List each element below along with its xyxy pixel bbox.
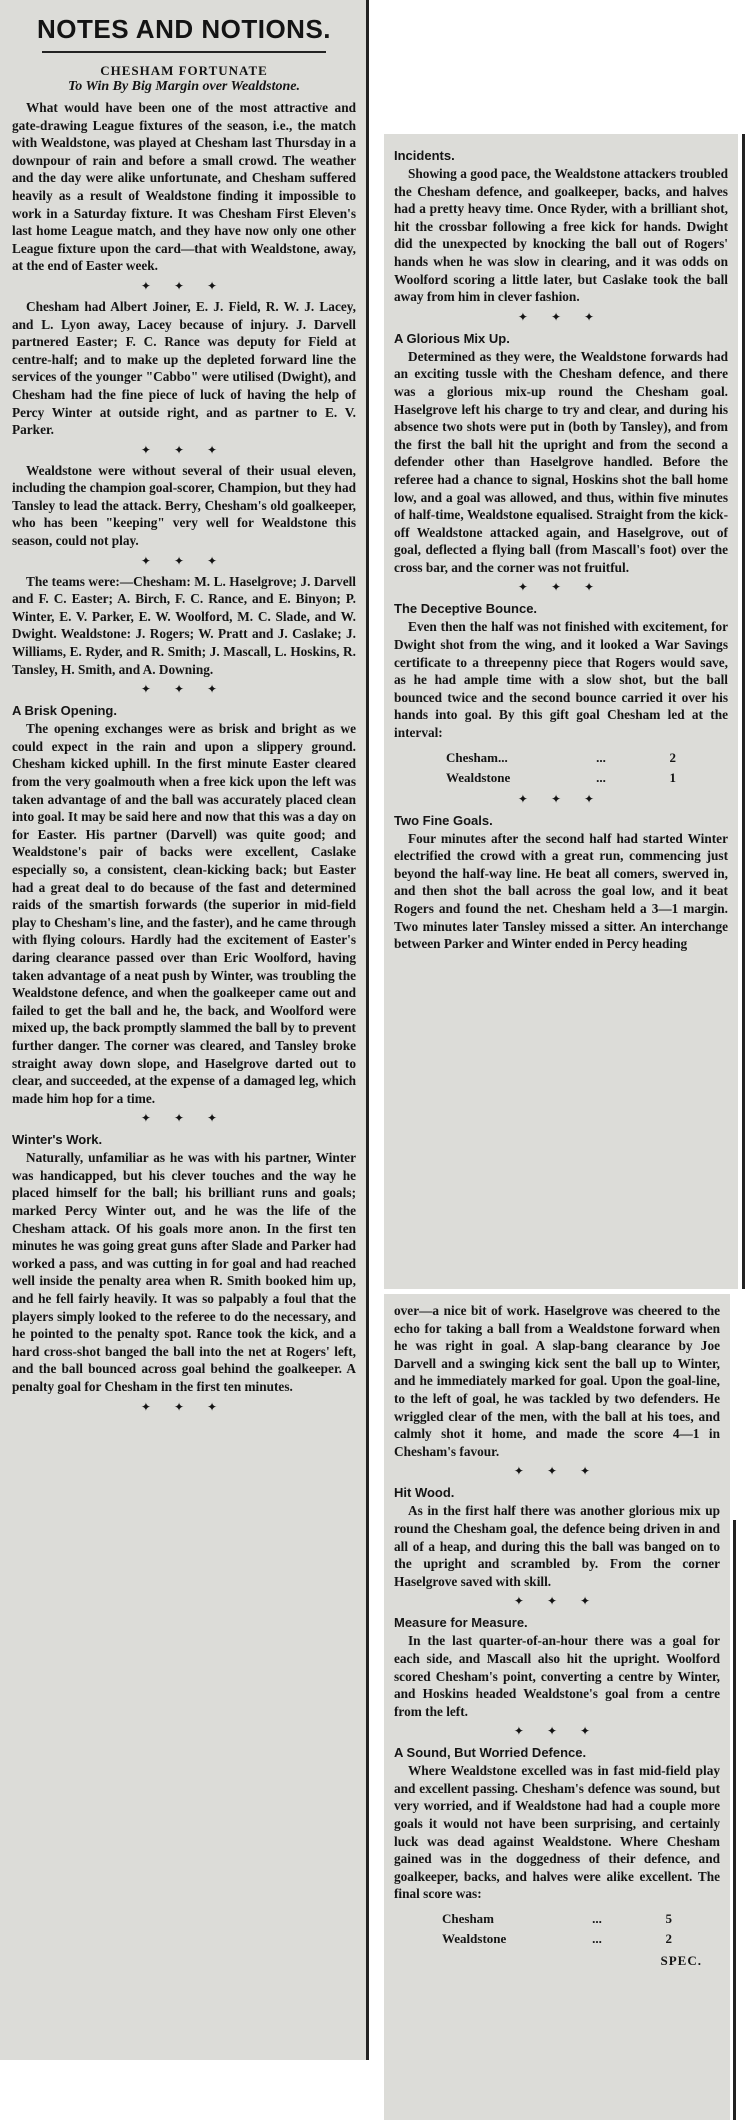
score-row <box>442 1909 672 1929</box>
ornament-divider: ✦ ✦ ✦ <box>517 580 605 595</box>
paragraph: Chesham had Albert Joiner, E. J. Field, R. W. J. Lacey, and L. Lyon away, Lacey because of injury. J. Darvell partnered Easter; F. C. Rance was deputy for Field at centre-half; and to make up the depleted forward line the services of the younger "Cabbo" were utilised (Dwight), and Chesham had the fine piece of luck of having the help of Percy Winter at outside right, and as partner to E. V. Parker. <box>12 298 356 438</box>
section-heading: Measure for Measure. <box>394 1615 528 1631</box>
paragraph: Even then the half was not finished with excitement, for Dwight shot from the wing, and it looked a War Savings certificate to a threepenny piece that Rogers would save, as he had ample time with a slow shot, but the ball bounced twice and the second bounce carried it over his hands into goal. By this gift goal Chesham led at the interval: <box>394 619 728 741</box>
final-score-table <box>442 1909 672 1949</box>
score-team: Wealdstone <box>442 1931 507 1947</box>
section-heading: Winter's Work. <box>12 1132 103 1148</box>
section-heading: A Sound, But Worried Defence. <box>394 1745 587 1761</box>
paragraph: over—a nice bit of work. Haselgrove was cheered to the echo for taking a ball from a Wealdstone forward when he was right in goal. A slap-bang clearance by Joe Darvell and a swinging kick sent the ball up to Winter, and he immediately marked for goal. Upon the goal-line, to the left of goal, he was tackled by two defenders. He wriggled clear of the men, with the ball at his toes, and calmly shot it home, and made the score 4—1 in Chesham's favour. <box>394 1303 720 1459</box>
score-row <box>446 768 676 788</box>
paragraph: As in the first half there was another glorious mix up round the Chesham goal, the defence being driven in and all of a heap, and during this the ball was banged on to the upright and scrambled by. From the corner Haselgrove saved with skill. <box>394 1503 720 1589</box>
article-subhead: To Win By Big Margin over Wealdstone. <box>68 79 300 94</box>
paragraph: Where Wealdstone excelled was in fast mid-field play and excellent passing. Chesham's defence was sound, but very worried, and if Wealdstone had had a couple more goals it would not have been surprising, and certainly luck was dead against Wealdstone. Where Chesham gained was in the doggedness of their defence, and goalkeeper, backs, and halves were alike excellent. The final score was: <box>394 1763 720 1902</box>
score-row <box>446 748 676 768</box>
author-signature: SPEC. <box>660 1953 702 1969</box>
section-heading: A Brisk Opening. <box>12 703 117 719</box>
column-edge-line <box>733 1520 736 2120</box>
paragraph: Wealdstone were without several of their usual eleven, including the champion goal-scorer, Champion, but they had Tansley to lead the attack. Berry, Chesham's old goalkeeper, who has been "keeping" very well for Wealdstone this season, could not play. <box>12 462 356 549</box>
score-row <box>442 1929 672 1949</box>
score-team: Chesham... <box>446 749 508 765</box>
paragraph: In the last quarter-of-an-hour there was a goal for each side, and Mascall also hit the upright. Woolford scored Chesham's point, converting a centre by Winter, and Hoskins headed Wealdstone's goal from a centre from the left. <box>394 1633 720 1719</box>
article-kicker: CHESHAM FORTUNATE <box>100 63 268 78</box>
ornament-divider: ✦ ✦ ✦ <box>140 442 228 457</box>
column-middle-lower <box>384 1294 730 2120</box>
paragraph: Four minutes after the second half had started Winter electrified the crowd with a great run, commencing just beyond the half-way line. He beat all comers, swerved in, and then shot the ball across the goal low, and it beat Rogers and found the net. Chesham held a 3—1 margin. Two minutes later Tansley missed a sitter. An interchange between Parker and Winter ended in Percy heading <box>394 830 728 952</box>
score-goals: 5 <box>665 1911 672 1927</box>
section-heading: Two Fine Goals. <box>394 812 493 828</box>
ornament-divider: ✦ ✦ ✦ <box>513 1724 601 1739</box>
title-rule <box>42 51 326 53</box>
score-team: Chesham <box>442 1911 495 1927</box>
ornament-divider: ✦ ✦ ✦ <box>140 1111 228 1126</box>
score-goals: 2 <box>665 1931 672 1947</box>
paragraph: Showing a good pace, the Wealdstone attackers troubled the Chesham defence, and goalkeeper, backs, and halves had a pretty heavy time. Once Ryder, with a brilliant shot, hit the crossbar following a free kick for hands. Dwight did the unexpected by knocking the ball out of Rogers' hands when he was slow in clearing, and it was odds on Woolford scoring a little later, but Caslake took the ball away from him in clever fashion. <box>394 166 728 305</box>
column-edge-line <box>742 134 745 1289</box>
column-edge-line <box>366 0 369 2060</box>
ornament-divider: ✦ ✦ ✦ <box>140 682 228 697</box>
column-left <box>0 0 368 2060</box>
paragraph: Naturally, unfamiliar as he was with his partner, Winter was handicapped, but his clever touches and the way he placed himself for the ball; his brilliant runs and goals; marked Percy Winter out, and he was the life of the Chesham attack. Of his goals more anon. In the first ten minutes he was going great guns after Slade and Parker had worked a pass, and was cutting in for goal and had reached well inside the penalty area when R. Smith booked him up, and he fell fairly heavily. It was so palpably a foul that the players simply looked to the referee to do the necessary, and he pointed to the penalty spot. Rance took the kick, and a hard cross-shot banged the ball into the net at Rogers' left, and the ball bounced across goal behind the goalkeeper. A penalty goal for Chesham in the first ten minutes. <box>12 1150 356 1394</box>
score-leader: ... <box>596 749 606 765</box>
column-middle <box>384 134 738 1289</box>
section-heading: Incidents. <box>394 148 455 163</box>
score-goals: 1 <box>669 769 676 785</box>
ornament-divider: ✦ ✦ ✦ <box>513 1464 601 1479</box>
half-time-score-table <box>446 748 676 788</box>
ornament-divider: ✦ ✦ ✦ <box>513 1594 601 1609</box>
ornament-divider: ✦ ✦ ✦ <box>517 791 605 806</box>
score-leader: ... <box>592 1931 602 1947</box>
ornament-divider: ✦ ✦ ✦ <box>140 1399 228 1414</box>
section-heading: The Deceptive Bounce. <box>394 601 538 617</box>
section-heading: Hit Wood. <box>394 1485 455 1501</box>
ornament-divider: ✦ ✦ ✦ <box>517 309 605 324</box>
score-goals: 2 <box>669 749 676 765</box>
ornament-divider: ✦ ✦ ✦ <box>140 553 228 568</box>
score-leader: ... <box>592 1911 602 1927</box>
page-title: NOTES AND NOTIONS. <box>36 14 332 44</box>
paragraph: Determined as they were, the Wealdstone forwards had an exciting tussle with the Chesham defence, and there was a glorious mix-up round the Chesham goal. Haselgrove left his charge to try and clear, and during his absence two shots were put in (both by Tansley), and from the first the ball hit the upright and from the second a defender other than Haselgrove handled. Before the referee had a chance to signal, Hoskins shot the ball home low, and a goal was allowed, and thus, within five minutes of half-time, Wealdstone equalised. Straight from the kick-off Wealdstone attacked again, and Haselgrove, out of goal, deflected a flying ball (from Mascall's foot) over the cross bar, and the corner was not fruitful. <box>394 348 728 575</box>
score-leader: ... <box>596 769 606 785</box>
score-team: Wealdstone <box>446 769 511 785</box>
ornament-divider: ✦ ✦ ✦ <box>140 278 228 293</box>
section-heading: A Glorious Mix Up. <box>394 330 510 346</box>
paragraph: The opening exchanges were as brisk and bright as we could expect in the rain and upon a slippery ground. Chesham kicked uphill. In the first minute Easter cleared from the very goalmouth when a free kick upon the left was taken advantage of and the ball was accurately placed clean into goal. It may be said here and now that this was a day on for Easter. His partner (Darvell) was quite good; and Wealdstone's pair of backs were excellent, Caslake especially so, a consistent, clean-kicking back; but Easter had a great deal to do because of the fast and determined raids of the smartish forwards (the superior in mid-field play to Chesham's line, and the faster), and he came through with flying colours. Hardly had the excitement of Easter's daring clearance passed over than Eric Woolford, having taken advantage of a neat push by Winter, was troubling the Wealdstone defence, and when the goalkeeper came out and failed to get the ball and he, the back, and Woolford were mixed up, the back promptly slammed the ball by to prevent further danger. The corner was cleared, and Tansley broke straight away down slope, and Haselgrove darted out to clear, and succeeded, at the expense of a damaged leg, which made him hop for a time. <box>12 721 357 1106</box>
paragraph: What would have been one of the most attractive and gate-drawing League fixtures of the season, i.e., the match with Wealdstone, was played at Chesham last Thursday in a downpour of rain and before a small crowd. The weather and the day were alike unfortunate, and Chesham suffered heavily as a result of Wealdstone finding it impossible to work in a Saturday fixture. It was Chesham First Eleven's last home League match, and they have now only one other League fixture upon the card—that with Wealdstone, away, at the end of Easter week. <box>12 100 356 274</box>
paragraph: The teams were:—Chesham: M. L. Haselgrove; J. Darvell and F. C. Easter; A. Birch, F. C. Rance, and E. Binyon; P. Winter, E. V. Parker, E. W. Woolford, M. C. Slade, and W. Dwight. Wealdstone: J. Rogers; W. Pratt and J. Caslake; J. Williams, E. Ryder, and R. Smith; J. Mascall, L. Hoskins, R. Tansley, H. Smith, and A. Downing. <box>12 573 356 677</box>
